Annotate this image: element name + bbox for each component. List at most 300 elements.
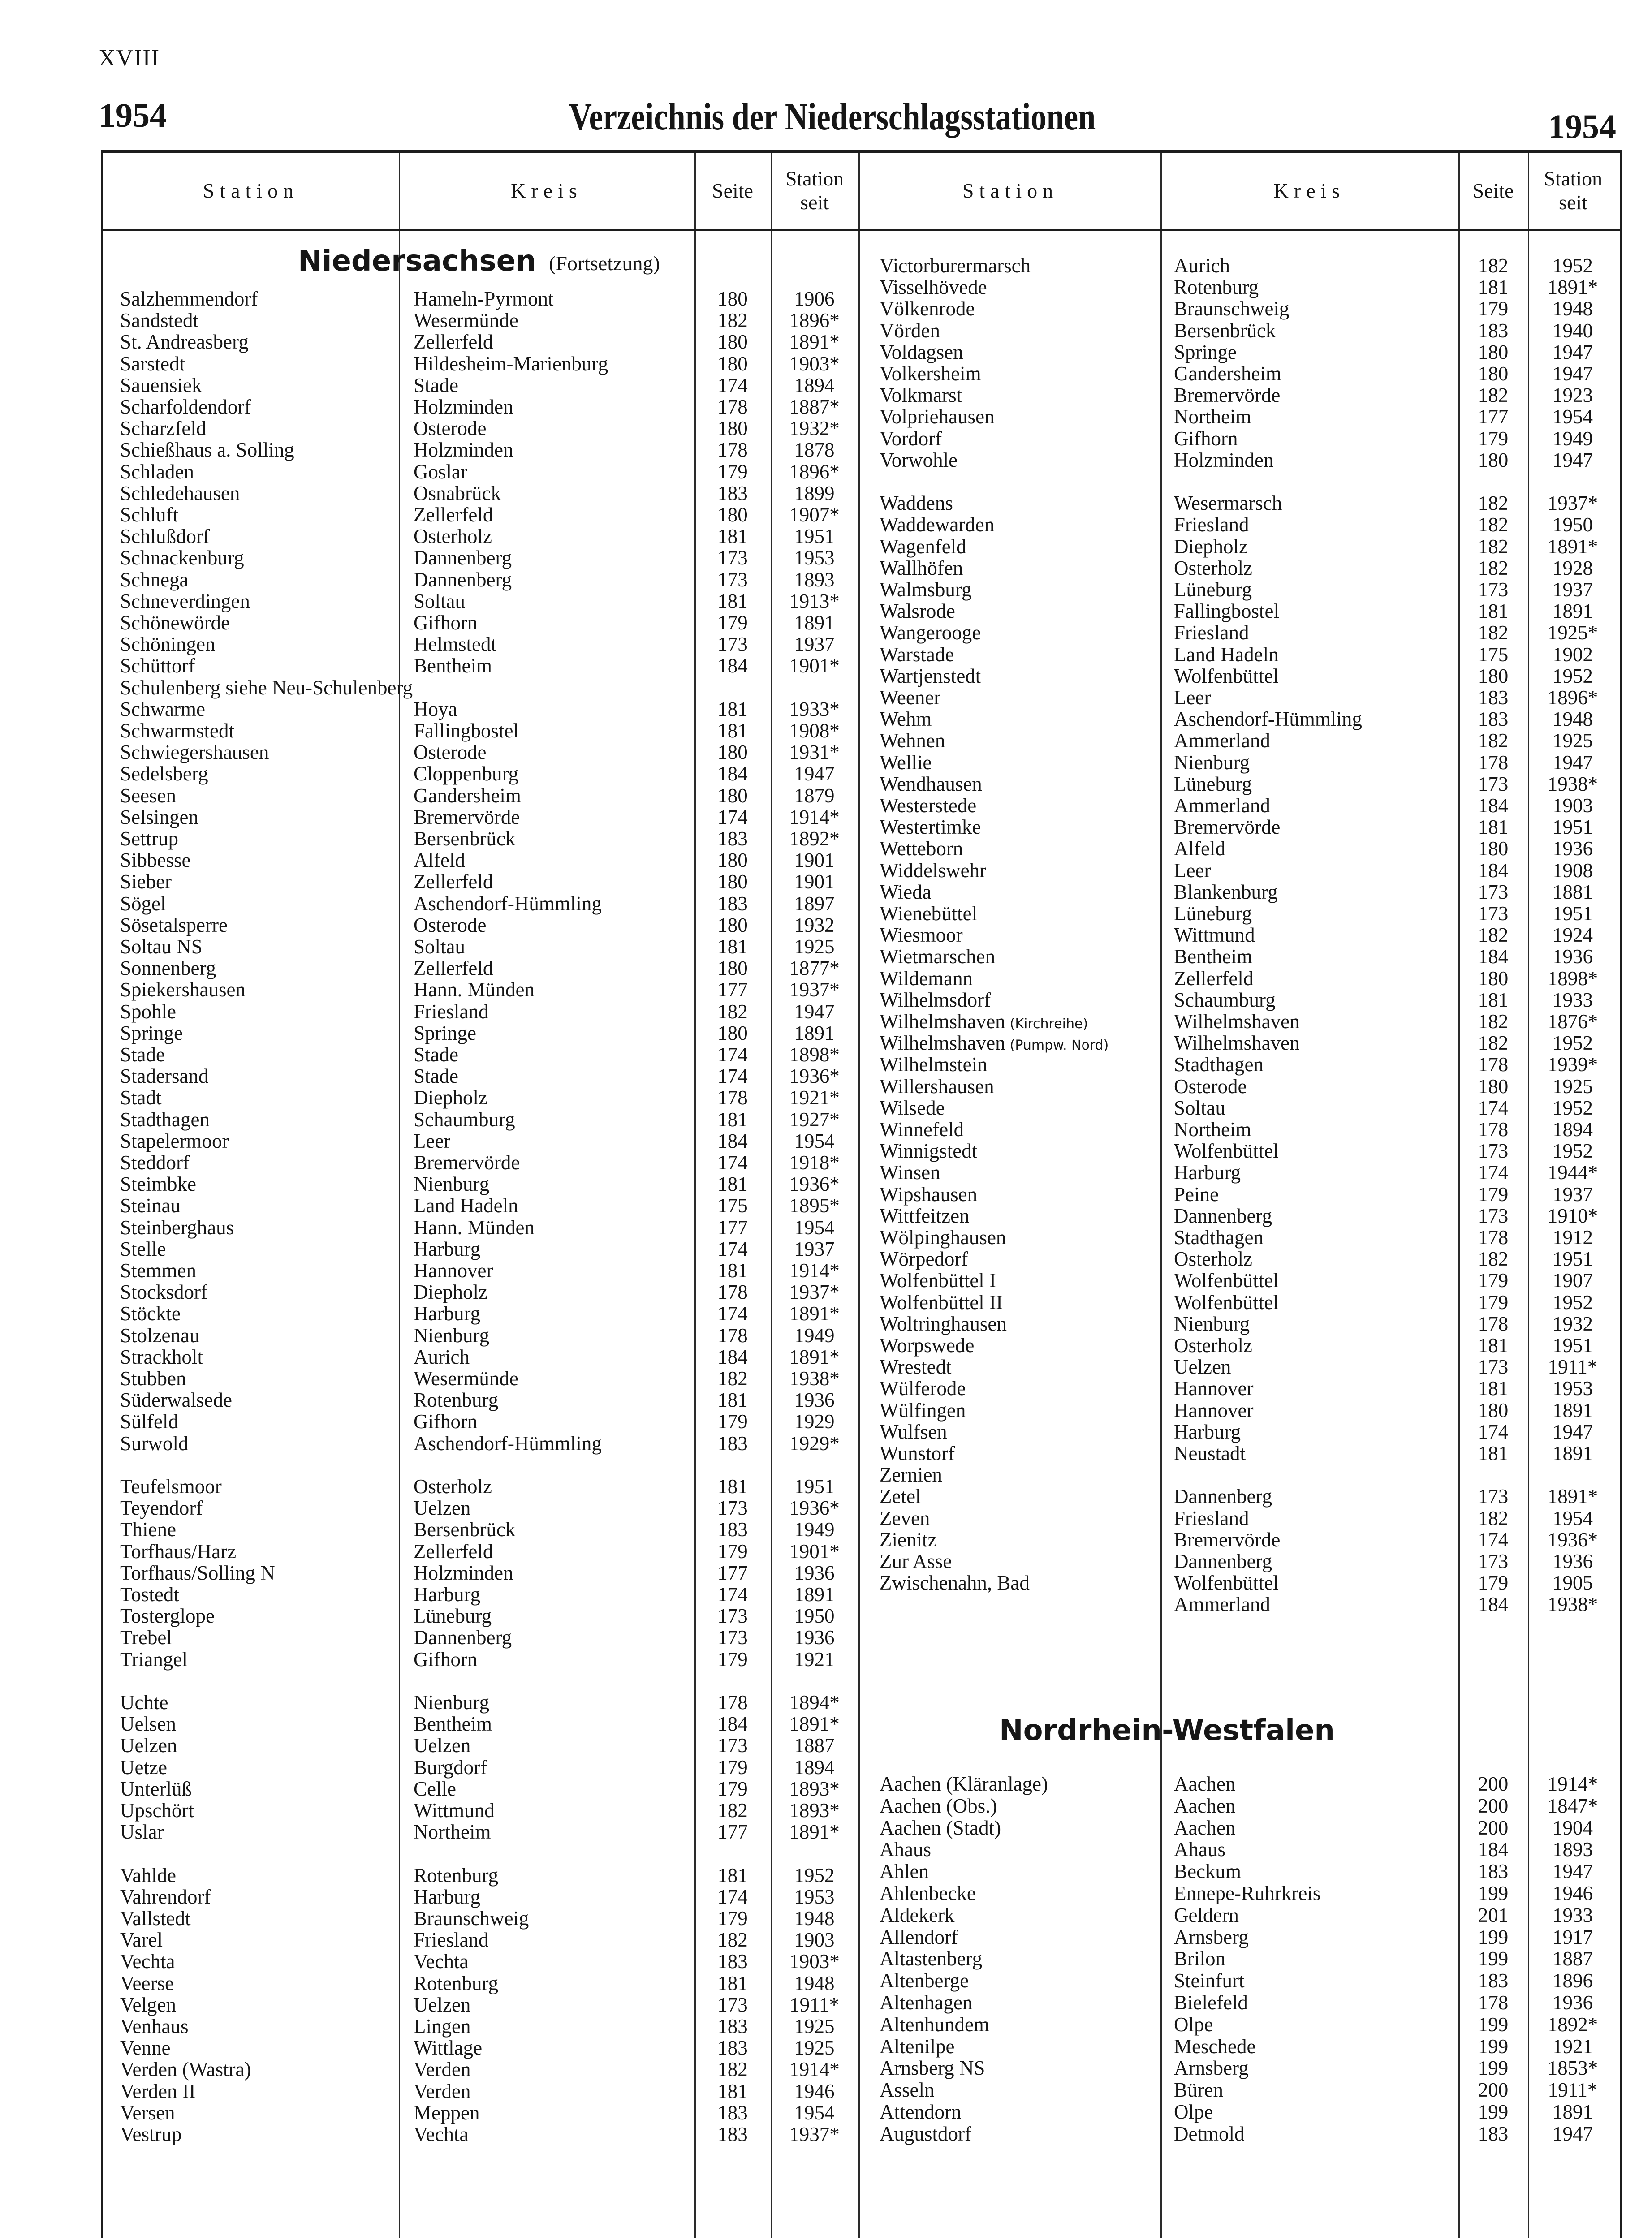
kreis-name: Osterholz	[414, 1475, 492, 1498]
seite-value: 184	[717, 762, 748, 785]
kreis-name: Goslar	[414, 460, 467, 483]
station-name: Thiene	[120, 1518, 176, 1541]
seit-year: 1936*	[789, 1497, 840, 1520]
seite-value: 182	[1478, 924, 1509, 947]
kreis-name: Uelzen	[414, 1497, 471, 1520]
seit-year: 1925*	[1547, 621, 1598, 644]
header-seite: Seite	[712, 179, 753, 202]
station-name: Steddorf	[120, 1151, 190, 1174]
seit-year: 1952	[1553, 1096, 1593, 1119]
seite-value: 180	[717, 288, 748, 310]
seite-value: 174	[717, 1885, 748, 1908]
station-name: Wipshausen	[880, 1183, 978, 1206]
station-name: Wülfingen	[880, 1399, 966, 1422]
station-name: Zur Asse	[880, 1550, 952, 1572]
seit-year: 1879	[794, 784, 835, 807]
kreis-name: Meppen	[414, 2101, 480, 2124]
station-name: Arnsberg NS	[880, 2057, 985, 2080]
kreis-name: Gifhorn	[414, 612, 478, 634]
seit-year: 1937	[794, 633, 835, 656]
seit-year: 1918*	[789, 1151, 840, 1174]
station-name: Unterlüß	[120, 1777, 192, 1800]
kreis-name: Gifhorn	[1174, 427, 1238, 450]
station-name: Schwarmstedt	[120, 719, 234, 742]
kreis-name: Friesland	[1174, 513, 1249, 536]
kreis-name: Harburg	[414, 1885, 481, 1908]
seit-year: 1947	[1553, 448, 1593, 471]
seite-value: 182	[1478, 556, 1509, 579]
station-name: Vorwohle	[880, 448, 958, 471]
seit-year: 1898*	[789, 1043, 840, 1066]
kreis-name: Osterode	[1174, 1075, 1247, 1098]
seit-year: 1933*	[789, 698, 840, 720]
header-kreis: Kreis	[1273, 179, 1346, 202]
kreis-name: Friesland	[414, 1000, 489, 1023]
kreis-name: Dannenberg	[1174, 1485, 1272, 1508]
kreis-name: Uelzen	[1174, 1356, 1231, 1378]
seit-year: 1925	[794, 2037, 835, 2059]
station-name: Walmsburg	[880, 578, 972, 601]
station-name: Wartjenstedt	[880, 664, 981, 687]
seit-year: 1937*	[789, 2123, 840, 2145]
station-note: (Pumpw. Nord)	[1009, 1038, 1109, 1054]
seit-year: 1891*	[789, 1302, 840, 1325]
table-row	[103, 2123, 1620, 2145]
kreis-name: Wolfenbüttel	[1174, 1572, 1279, 1594]
station-name: Venne	[120, 2037, 171, 2059]
seite-value: 181	[1478, 816, 1509, 839]
seite-value: 182	[1478, 729, 1509, 752]
seit-year: 1936	[794, 1389, 835, 1412]
station-name: Wangerooge	[880, 621, 981, 644]
seite-value: 180	[717, 849, 748, 872]
station-note: (Kirchreihe)	[1009, 1016, 1088, 1032]
seite-value: 174	[717, 1237, 748, 1260]
seite-value: 182	[1478, 535, 1509, 558]
kreis-name: Diepholz	[1174, 535, 1248, 558]
station-name: Schönewörde	[120, 612, 230, 634]
seit-year: 1921*	[789, 1086, 840, 1109]
station-name: Volpriehausen	[880, 405, 995, 428]
kreis-name: Dannenberg	[414, 1626, 512, 1649]
table-row	[103, 2013, 1620, 2038]
kreis-name: Wittlage	[414, 2037, 483, 2059]
seite-value: 182	[1478, 384, 1509, 407]
seite-value: 200	[1478, 2079, 1509, 2102]
table-row	[103, 1992, 1620, 2013]
kreis-name: Fallingbostel	[414, 719, 519, 742]
station-name: Torfhaus/Harz	[120, 1540, 237, 1563]
seite-value: 174	[1478, 1528, 1509, 1551]
station-name: Schüttorf	[120, 655, 195, 677]
kreis-name: Nienburg	[414, 1324, 490, 1347]
kreis-name: Blankenburg	[1174, 880, 1278, 903]
kreis-name: Lüneburg	[1174, 578, 1252, 601]
table-row	[103, 1904, 1620, 1926]
kreis-name: Aachen	[1174, 1773, 1236, 1795]
seite-value: 179	[717, 612, 748, 634]
seit-year: 1847*	[1547, 1794, 1598, 1817]
station-name: Stade	[120, 1043, 165, 1066]
kreis-name: Stadthagen	[1174, 1226, 1264, 1249]
table-row	[103, 1795, 1620, 1817]
seit-year: 1891	[794, 1583, 835, 1606]
kreis-name: Osterholz	[1174, 1248, 1252, 1271]
kreis-name: Osnabrück	[414, 482, 501, 504]
seit-year: 1947	[1553, 340, 1593, 363]
kreis-name: Dannenberg	[1174, 1204, 1272, 1227]
kreis-name: Harburg	[414, 1302, 481, 1325]
seit-year: 1891*	[1547, 535, 1598, 558]
seite-value: 181	[717, 935, 748, 958]
station-name: Zetel	[880, 1485, 921, 1508]
seit-year: 1891*	[789, 1713, 840, 1736]
station-name: Salzhemmendorf	[120, 288, 258, 310]
seit-year: 1951	[794, 1475, 835, 1498]
table-row	[103, 1882, 1620, 1904]
seit-year: 1936	[1553, 945, 1593, 968]
seite-value: 177	[717, 978, 748, 1001]
seite-value: 173	[717, 568, 748, 591]
seit-year: 1944*	[1547, 1161, 1598, 1184]
station-name: Spohle	[120, 1000, 177, 1023]
seit-year: 1951	[1553, 816, 1593, 839]
kreis-name: Osterode	[414, 741, 487, 764]
seit-year: 1895*	[789, 1194, 840, 1217]
seite-value: 183	[717, 1432, 748, 1455]
seit-year: 1936	[794, 1561, 835, 1584]
kreis-name: Lingen	[414, 2015, 471, 2038]
seite-value: 178	[1478, 751, 1509, 774]
kreis-name: Lüneburg	[1174, 902, 1252, 925]
seit-year: 1951	[1553, 1248, 1593, 1271]
station-name: Triangel	[120, 1648, 188, 1671]
kreis-name: Nienburg	[1174, 751, 1250, 774]
station-name: Altenilpe	[880, 2035, 955, 2058]
kreis-name: Bremervörde	[1174, 384, 1281, 407]
seite-value: 178	[717, 1691, 748, 1714]
kreis-name: Bentheim	[414, 655, 492, 677]
seit-year: 1936*	[789, 1173, 840, 1196]
station-name: Waddens	[880, 492, 953, 515]
seite-value: 180	[1478, 967, 1509, 990]
kreis-name: Bremervörde	[1174, 816, 1281, 839]
kreis-name: Friesland	[1174, 621, 1249, 644]
kreis-name: Wolfenbüttel	[1174, 1269, 1279, 1292]
kreis-name: Vechta	[414, 2123, 469, 2145]
seit-year: 1891	[794, 612, 835, 634]
kreis-name: Bersenbrück	[414, 827, 516, 850]
seite-value: 182	[1478, 1507, 1509, 1529]
seite-value: 173	[717, 1626, 748, 1649]
kreis-name: Ahaus	[1174, 1838, 1225, 1861]
seit-year: 1887	[1553, 1947, 1593, 1970]
station-name: Wetteborn	[880, 837, 963, 860]
station-name: Aachen (Obs.)	[880, 1794, 997, 1817]
station-name: Woltringhausen	[880, 1312, 1007, 1335]
seite-value: 173	[1478, 1485, 1509, 1508]
seite-value: 182	[717, 309, 748, 332]
kreis-name: Zellerfeld	[414, 504, 493, 526]
kreis-name: Osterode	[414, 417, 487, 440]
seit-year: 1914*	[1547, 1773, 1598, 1795]
station-name: Allendorf	[880, 1926, 958, 1948]
seite-value: 200	[1478, 1773, 1509, 1795]
kreis-name: Stade	[414, 1065, 458, 1088]
station-name: Altenhagen	[880, 1991, 973, 2014]
seite-value: 179	[1478, 1269, 1509, 1292]
kreis-name: Osterholz	[1174, 556, 1252, 579]
kreis-name: Wesermünde	[414, 1367, 518, 1390]
seit-year: 1881	[1553, 880, 1593, 903]
kreis-name: Osterholz	[414, 525, 492, 548]
kreis-name: Springe	[414, 1021, 476, 1044]
station-name: Schladen	[120, 460, 194, 483]
seite-value: 181	[717, 1173, 748, 1196]
seite-value: 175	[1478, 643, 1509, 666]
seit-year: 1894	[794, 1756, 835, 1779]
seite-value: 174	[717, 1043, 748, 1066]
seite-value: 178	[1478, 1991, 1509, 2014]
seite-value: 179	[1478, 1291, 1509, 1314]
seit-year: 1936	[794, 1626, 835, 1649]
seit-year: 1953	[794, 547, 835, 569]
seite-value: 177	[717, 1216, 748, 1239]
kreis-name: Aschendorf-Hümmling	[414, 1432, 602, 1455]
seite-value: 182	[1478, 513, 1509, 536]
seit-year: 1952	[794, 1864, 835, 1887]
seit-year: 1948	[1553, 297, 1593, 320]
seit-year: 1954	[794, 1129, 835, 1152]
table-row	[103, 1861, 1620, 1882]
station-name: Worpswede	[880, 1334, 975, 1357]
station-name: Ahlenbecke	[880, 1882, 976, 1904]
station-name: Sauensiek	[120, 374, 202, 396]
table-row	[103, 2036, 1620, 2057]
seit-year: 1891	[1553, 2101, 1593, 2123]
station-name: Vechta	[120, 1950, 175, 1973]
kreis-name: Verden	[414, 2080, 471, 2102]
seit-year: 1893	[1553, 1838, 1593, 1861]
station-name: Westerstede	[880, 794, 977, 817]
station-name: Sonnenberg	[120, 957, 216, 980]
seite-value: 178	[1478, 1053, 1509, 1076]
seit-year: 1937	[1553, 1183, 1593, 1206]
seit-year: 1936	[1553, 1991, 1593, 2014]
station-name: Stapelermoor	[120, 1129, 229, 1152]
station-name: Wienebüttel	[880, 902, 978, 925]
station-name: Weener	[880, 686, 941, 709]
section-note: (Fortsetzung)	[549, 252, 660, 275]
seite-value: 179	[717, 1648, 748, 1671]
station-name: Surwold	[120, 1432, 189, 1455]
header-station-seit: Station seit	[785, 167, 844, 214]
station-name: Volkmarst	[880, 384, 962, 407]
kreis-name: Soltau	[1174, 1096, 1226, 1119]
seite-value: 179	[717, 460, 748, 483]
station-name: Wunstorf	[880, 1442, 955, 1465]
seite-value: 178	[1478, 1118, 1509, 1141]
seite-value: 183	[1478, 1969, 1509, 1992]
kreis-name: Ennepe-Ruhrkreis	[1174, 1882, 1321, 1904]
kreis-name: Harburg	[1174, 1420, 1241, 1443]
station-name: Völkenrode	[880, 297, 975, 320]
seite-value: 181	[717, 1108, 748, 1131]
station-name: Sösetalsperre	[120, 913, 228, 936]
seit-year: 1948	[794, 1907, 835, 1930]
seit-year: 1938*	[1547, 772, 1598, 795]
seit-year: 1949	[794, 1324, 835, 1347]
seit-year: 1891	[1553, 1399, 1593, 1422]
kreis-name: Hannover	[1174, 1399, 1254, 1422]
seite-value: 174	[1478, 1161, 1509, 1184]
kreis-name: Lüneburg	[414, 1605, 492, 1628]
kreis-name: Rotenburg	[1174, 276, 1259, 299]
station-name: Schluft	[120, 504, 178, 526]
seit-year: 1931*	[789, 741, 840, 764]
header-kreis: Kreis	[511, 179, 582, 202]
seite-value: 173	[1478, 1356, 1509, 1378]
station-name: Zeven	[880, 1507, 930, 1529]
station-name: Volkersheim	[880, 362, 981, 385]
seite-value: 180	[717, 741, 748, 764]
seite-value: 179	[1478, 427, 1509, 450]
seit-year: 1896*	[789, 309, 840, 332]
seit-year: 1952	[1553, 1140, 1593, 1163]
seit-year: 1896*	[1547, 686, 1598, 709]
seit-year: 1933	[1553, 1904, 1593, 1926]
seite-value: 180	[1478, 837, 1509, 860]
seit-year: 1936*	[1547, 1528, 1598, 1551]
station-name: Sögel	[120, 892, 166, 915]
seite-value: 181	[717, 2080, 748, 2102]
kreis-name: Rotenburg	[414, 1972, 499, 1994]
station-name: Aachen (Kläranlage)	[880, 1773, 1048, 1795]
station-name: Uelzen	[120, 1734, 177, 1757]
seite-value: 181	[1478, 1442, 1509, 1465]
station-name: Stemmen	[120, 1259, 196, 1282]
table-row	[103, 1970, 1620, 1991]
kreis-name: Arnsberg	[1174, 2057, 1249, 2080]
seit-year: 1901*	[789, 655, 840, 677]
kreis-name: Schaumburg	[414, 1108, 515, 1131]
seite-value: 174	[717, 1065, 748, 1088]
seit-year: 1891*	[1547, 276, 1598, 299]
seite-value: 178	[717, 1324, 748, 1347]
station-name: Winnefeld	[880, 1118, 964, 1141]
seite-value: 181	[717, 1864, 748, 1887]
station-name: Stadersand	[120, 1065, 209, 1088]
seit-year: 1925	[794, 2015, 835, 2038]
section-title-niedersachsen: Niedersachsen	[298, 245, 536, 278]
seite-value: 183	[717, 2101, 748, 2124]
station-name: Asseln	[880, 2079, 935, 2102]
station-name: Zernien	[880, 1464, 942, 1486]
seit-year: 1911*	[789, 1993, 839, 2016]
table-row	[103, 1839, 1620, 1860]
seit-year: 1901*	[789, 1540, 840, 1563]
station-name: Voldagsen	[880, 340, 963, 363]
seit-year: 1917	[1553, 1926, 1593, 1948]
seite-value: 183	[717, 2015, 748, 2038]
kreis-name: Bielefeld	[1174, 1991, 1248, 2014]
kreis-name: Zellerfeld	[414, 331, 493, 353]
seit-year: 1937*	[789, 1281, 840, 1304]
seit-year: 1903	[1553, 794, 1593, 817]
seite-value: 174	[717, 374, 748, 396]
station-name: Schnega	[120, 568, 189, 591]
seite-value: 180	[1478, 340, 1509, 363]
station-name: Wörpedorf	[880, 1248, 968, 1271]
seit-year: 1901	[794, 870, 835, 893]
kreis-name: Arnsberg	[1174, 1926, 1249, 1948]
seit-year: 1921	[794, 1648, 835, 1671]
seit-year: 1951	[794, 525, 835, 548]
station-name: Wulfsen	[880, 1420, 947, 1443]
kreis-name: Gifhorn	[414, 1410, 478, 1433]
seit-year: 1908	[1553, 859, 1593, 882]
station-name: Wilhelmstein	[880, 1053, 988, 1076]
station-name: Stadthagen	[120, 1108, 210, 1131]
station-name: Uslar	[120, 1821, 164, 1844]
station-name: Vahlde	[120, 1864, 176, 1887]
station-name: Wiesmoor	[880, 924, 963, 947]
kreis-name: Zellerfeld	[414, 870, 493, 893]
seite-value: 182	[1478, 621, 1509, 644]
station-name: Schneverdingen	[120, 590, 250, 612]
seite-value: 183	[717, 892, 748, 915]
station-name: Wilhelmshaven (Kirchreihe)	[880, 1010, 1088, 1033]
seit-year: 1894	[1553, 1118, 1593, 1141]
seit-year: 1891	[1553, 600, 1593, 623]
kreis-name: Hameln-Pyrmont	[414, 288, 554, 310]
seit-year: 1938*	[789, 1367, 840, 1390]
station-name: Westertimke	[880, 816, 981, 839]
seit-year: 1908*	[789, 719, 840, 742]
kreis-name: Aurich	[1174, 254, 1230, 277]
seite-value: 173	[717, 1605, 748, 1628]
seite-value: 174	[717, 1302, 748, 1325]
kreis-name: Northeim	[1174, 405, 1251, 428]
kreis-name: Celle	[414, 1777, 456, 1800]
kreis-name: Wolfenbüttel	[1174, 664, 1279, 687]
seite-value: 181	[717, 1475, 748, 1498]
seit-year: 1932	[1553, 1312, 1593, 1335]
station-name: Warstade	[880, 643, 954, 666]
seite-value: 180	[1478, 448, 1509, 471]
seite-value: 184	[717, 1713, 748, 1736]
kreis-name: Bentheim	[414, 1713, 492, 1736]
kreis-name: Stadthagen	[1174, 1053, 1264, 1076]
kreis-name: Hannover	[414, 1259, 493, 1282]
seit-year: 1892*	[1547, 2013, 1598, 2036]
seite-value: 177	[717, 1561, 748, 1584]
kreis-name: Uelzen	[414, 1734, 471, 1757]
seit-year: 1910*	[1547, 1204, 1598, 1227]
seit-year: 1899	[794, 482, 835, 504]
kreis-name: Uelzen	[414, 1993, 471, 2016]
seite-value: 182	[717, 1367, 748, 1390]
kreis-name: Geldern	[1174, 1904, 1239, 1926]
station-name: Vörden	[880, 319, 940, 342]
seit-year: 1953	[1553, 1377, 1593, 1400]
kreis-name: Rotenburg	[414, 1389, 499, 1412]
station-name: Wilsede	[880, 1096, 945, 1119]
table-row	[103, 2101, 1620, 2123]
kreis-name: Holzminden	[414, 439, 513, 461]
seite-value: 180	[717, 504, 748, 526]
seite-value: 179	[1478, 297, 1509, 320]
